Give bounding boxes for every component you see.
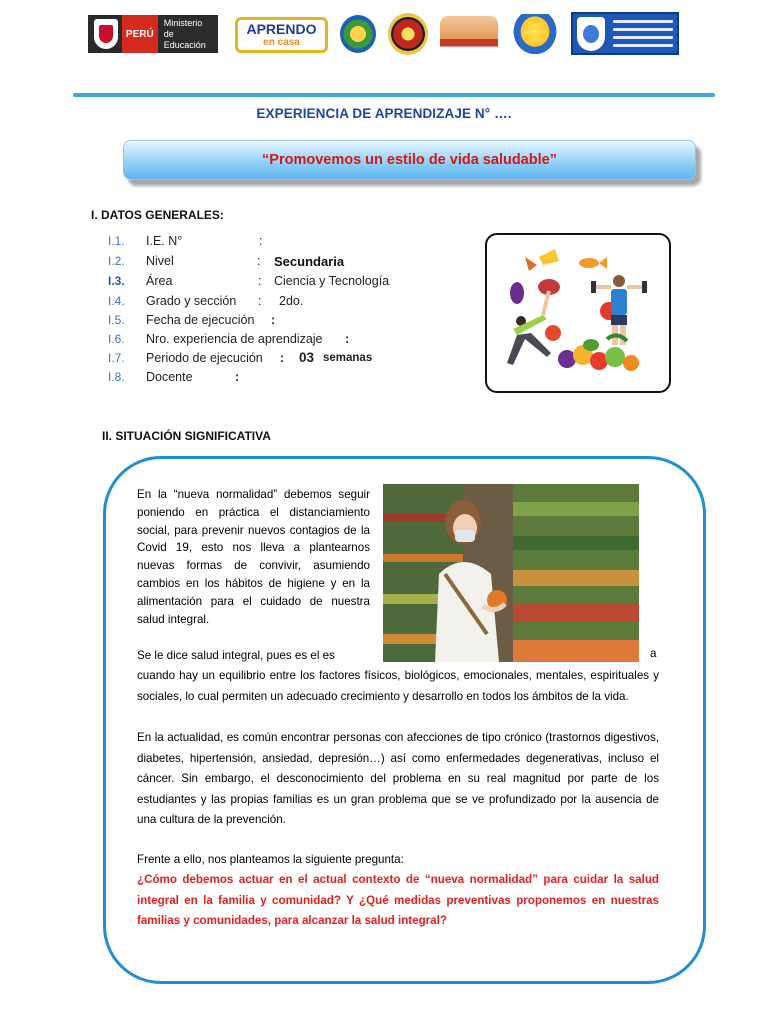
aprendo-text: APRENDO <box>246 21 317 37</box>
item-colon: : <box>271 313 276 327</box>
data-row-area <box>108 274 468 293</box>
item-label: Nivel <box>146 254 174 268</box>
item-label: Periodo de ejecución <box>146 351 263 365</box>
item-number: I.4. <box>108 294 125 308</box>
situation-paragraph-integral-continuation: cuando hay un equilibrio entre los factores físicos, biológicos, emocionales, mentales, espirituales y sociales, lo cual permiten un adecuado crecimiento y desarrollo en todos los ámbitos de la vida. <box>137 669 659 703</box>
situation-paragraph-frente: Frente a ello, nos planteamos la siguiente pregunta: <box>137 853 404 866</box>
situation-paragraph-actualidad: En la actualidad, es común encontrar personas con afecciones de tipo crónico (trastornos digestivos, diabetes, hipertensión, ansiedad, depresión…) así como enfermedades degenerativas, incluso el cáncer. Sin embargo, el desconocimiento del problema en su real magnitud por parte de los estudiantes y las propias familias es un gran problema que se ve profundizado por la ausencia de una cultura de la prevención. <box>137 731 659 826</box>
period-weeks-value: 03 <box>299 350 315 365</box>
item-value: Ciencia y Tecnología <box>274 274 390 288</box>
item-number: I.5. <box>108 313 125 327</box>
item-colon: : <box>258 294 262 308</box>
item-label: Fecha de ejecución <box>146 313 255 327</box>
header-divider <box>73 93 715 97</box>
situation-paragraph-integral-end: a <box>650 647 657 660</box>
iesp-logo-text-lines <box>609 15 677 52</box>
iesp-crest-icon <box>577 17 605 51</box>
period-weeks-unit: semanas <box>323 352 373 364</box>
experience-banner <box>123 140 696 180</box>
minedu-text <box>164 18 218 51</box>
aprendo-en-casa-logo <box>235 17 328 53</box>
healthy-lifestyle-illustration <box>485 233 671 393</box>
item-label: Docente <box>146 370 193 384</box>
item-value: 2do. <box>279 294 304 308</box>
en-casa-text: en casa <box>263 37 300 48</box>
minedu-peru-label: PERÚ <box>122 15 158 53</box>
iesp-logo <box>571 12 679 55</box>
minedu-logo <box>88 15 218 53</box>
supermarket-photo-drawing <box>383 484 639 662</box>
data-row-nivel <box>108 254 468 273</box>
item-number: I.2. <box>108 254 125 268</box>
challenge-question: ¿Cómo debemos actuar en el actual contexto de “nueva normalidad” para cuidar la salud integral en la familia y comunidad? Y ¿Qué medidas preventivas proponemos en nuestras familias y comunidades, para alcanzar la salud integral? <box>137 873 659 927</box>
data-row-grado <box>108 294 468 313</box>
experience-title: EXPERIENCIA DE APRENDIZAJE N° …. <box>256 106 512 121</box>
item-label: Grado y sección <box>146 294 237 308</box>
item-label: I.E. N° <box>146 234 183 248</box>
item-label: Nro. experiencia de aprendizaje <box>146 332 323 346</box>
healthy-lifestyle-drawing <box>487 235 669 391</box>
section-datos-generales-heading: I. DATOS GENERALES: <box>91 208 224 222</box>
dre-logo <box>440 16 498 54</box>
woman-supermarket-photo <box>383 484 639 662</box>
item-colon: : <box>235 370 240 384</box>
jec-logo <box>510 14 560 58</box>
data-row-ie <box>108 234 468 253</box>
section-situacion-significativa-heading: II. SITUACIÓN SIGNIFICATIVA <box>102 429 271 443</box>
item-number: I.3. <box>108 274 125 288</box>
item-number: I.7. <box>108 351 125 365</box>
data-row-nro-experiencia <box>108 332 468 351</box>
item-colon: : <box>259 234 263 248</box>
situation-paragraph-integral-start: Se le dice salud integral, pues es el es <box>137 649 335 662</box>
data-row-docente <box>108 370 468 389</box>
item-colon: : <box>280 351 285 365</box>
situation-paragraph-intro: En la “nueva normalidad” debemos seguir poniendo en práctica el distanciamiento social, para prevenir nuevos contagios de la Covid 19, esto nos lleva a plantearnos nuevas formas de convivir, asumiendo cambios en los hábitos de higiene y en la alimentación para el cuidado de nuestra salud integral. <box>137 488 370 626</box>
ugel-logo <box>340 15 376 53</box>
minedu-text-line1: Ministerio <box>163 17 203 28</box>
data-row-fecha <box>108 313 468 332</box>
item-number: I.8. <box>108 370 125 384</box>
banner-title: “Promovemos un estilo de vida saludable” <box>262 152 557 168</box>
item-value: Secundaria <box>274 254 345 269</box>
item-colon: : <box>258 274 262 288</box>
data-row-periodo <box>108 351 468 370</box>
minedu-text-line2: de Educación <box>163 28 206 50</box>
item-label: Área <box>146 274 173 288</box>
peru-shield-icon <box>94 19 118 49</box>
item-number: I.6. <box>108 332 125 346</box>
item-colon: : <box>257 254 261 268</box>
item-colon: : <box>345 332 350 346</box>
item-number: I.1. <box>108 234 125 248</box>
ugel-seal-logo <box>388 13 428 55</box>
